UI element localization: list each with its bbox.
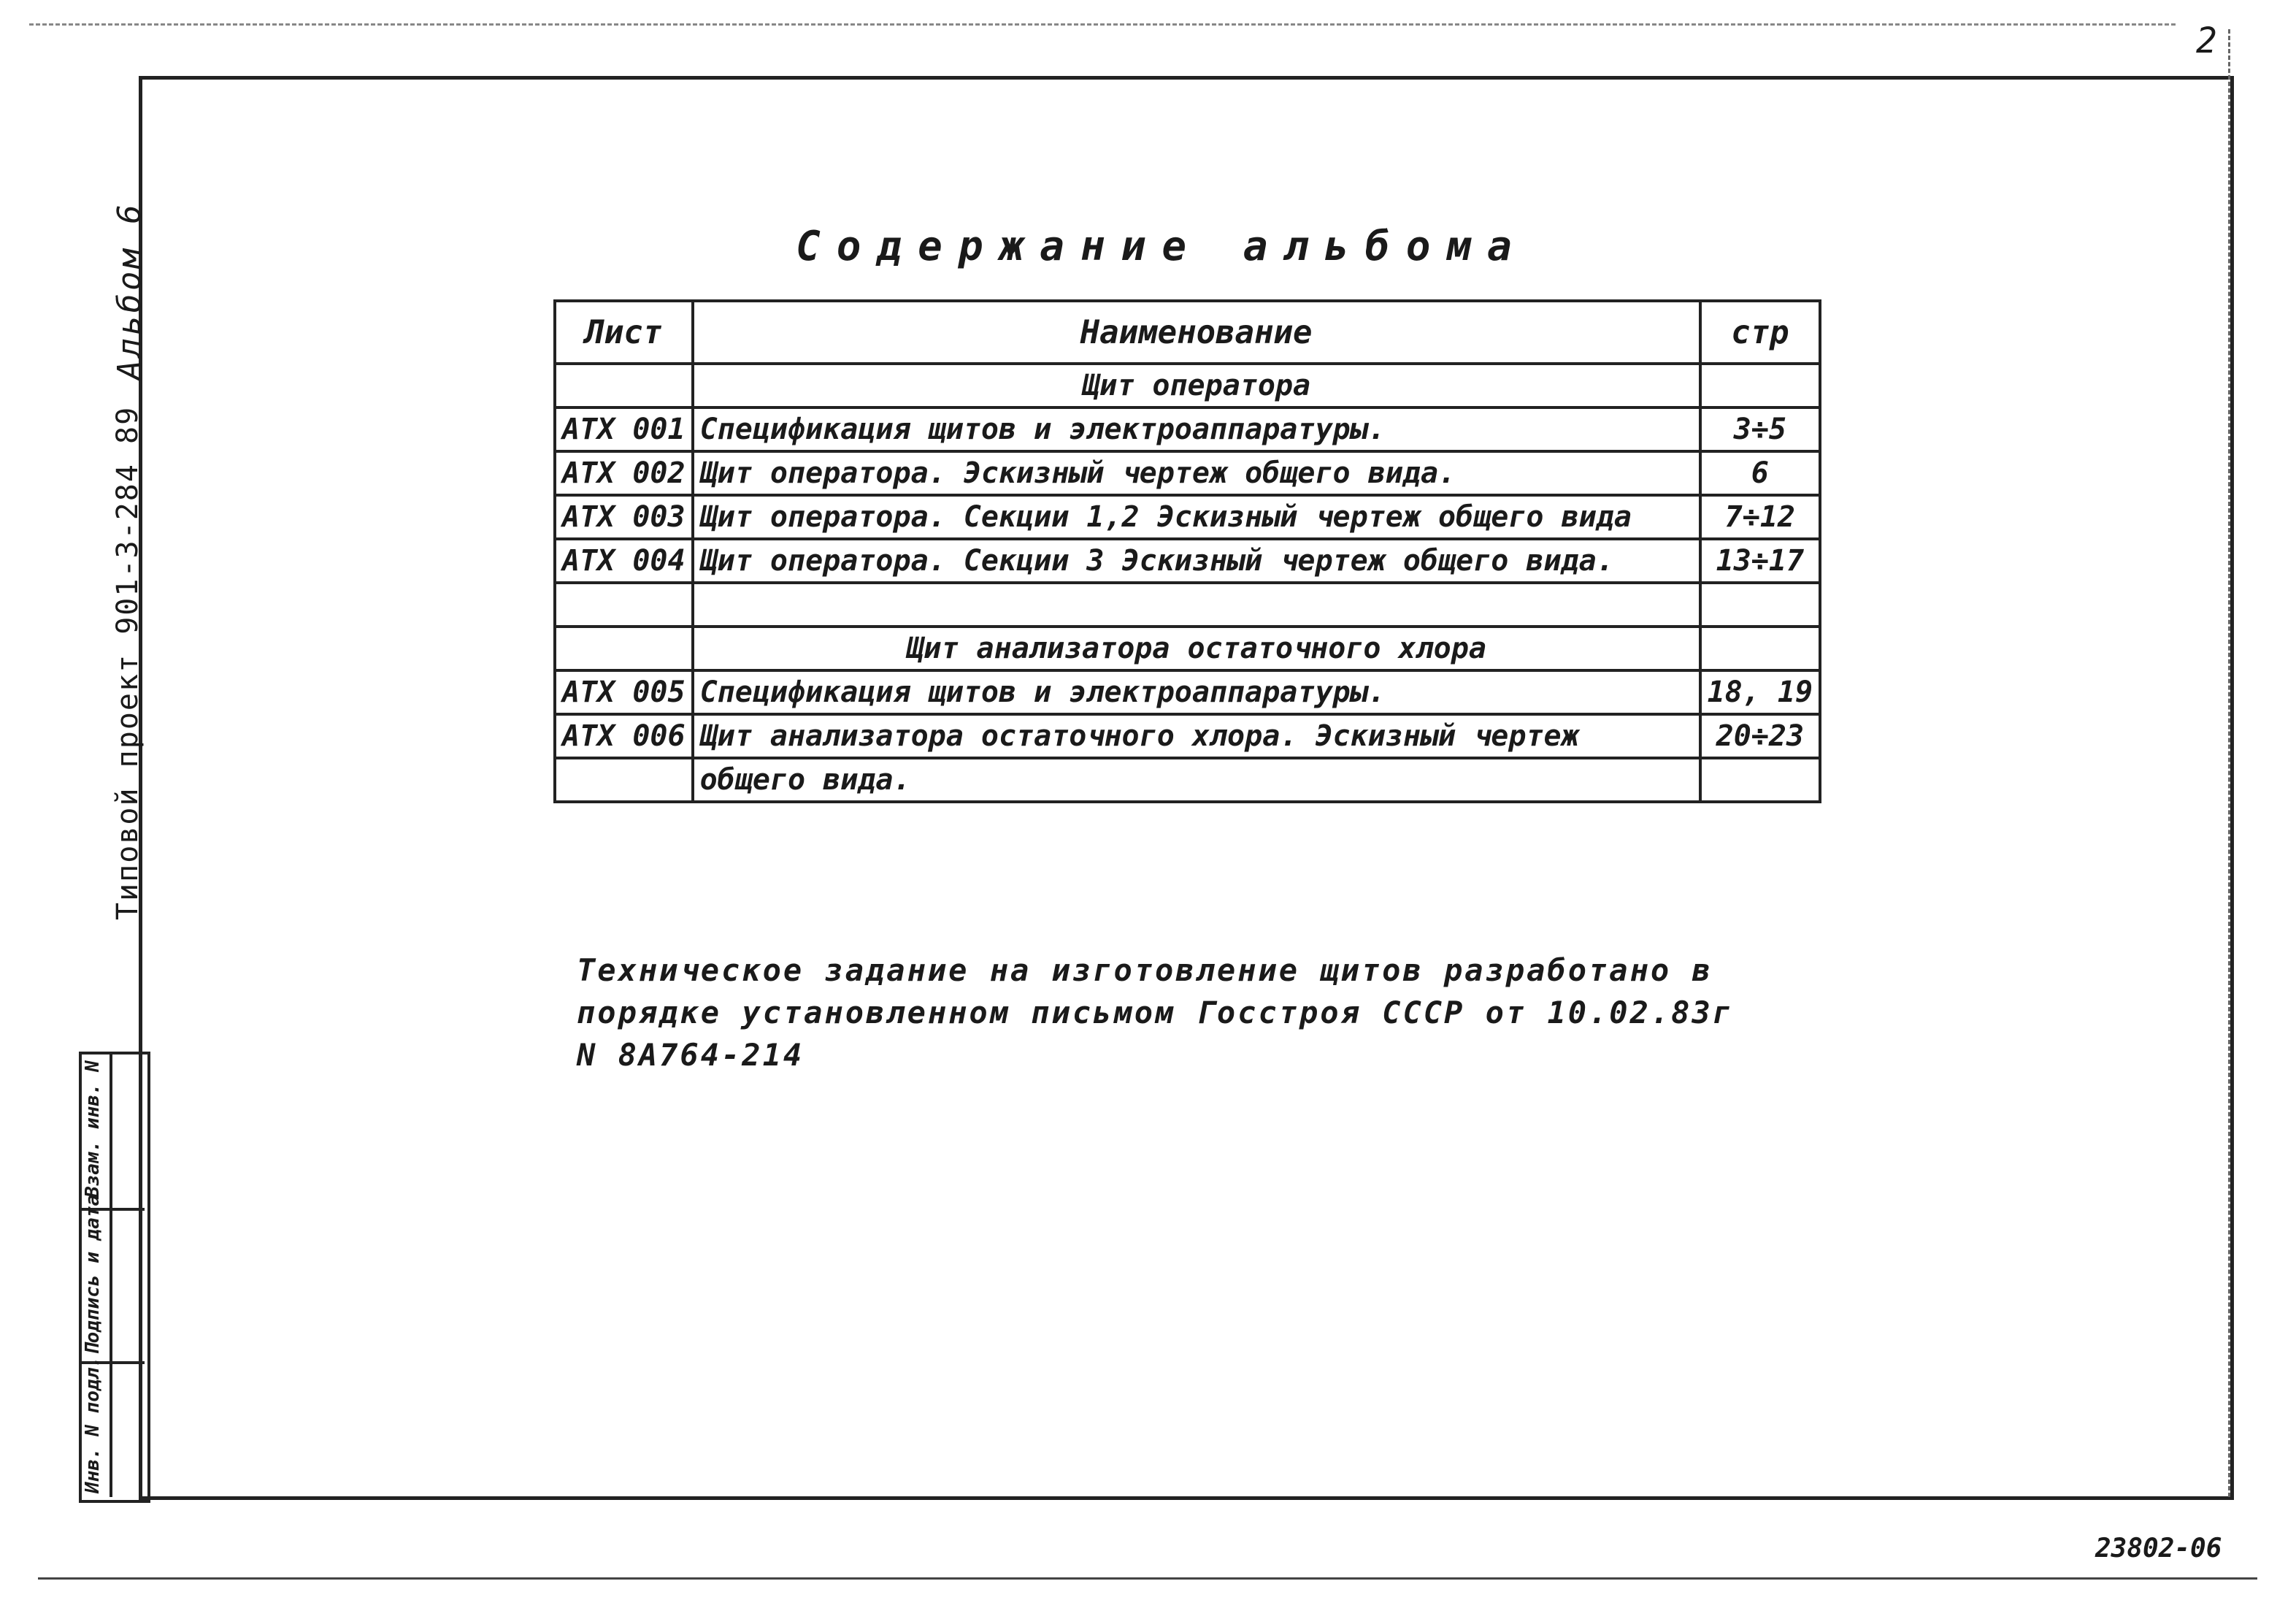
row-page <box>1700 627 1821 670</box>
row-page: 20÷23 <box>1700 714 1821 758</box>
header-page: стр <box>1700 301 1821 364</box>
stamp-replace-inv: Взам. инв. N <box>82 1060 104 1198</box>
row-page: 6 <box>1700 451 1821 495</box>
row-sheet: АТХ 003 <box>555 495 693 539</box>
row-page: 7÷12 <box>1700 495 1821 539</box>
stamp-inv-orig: Инв. N подл. <box>82 1356 104 1493</box>
row-sheet <box>555 758 693 802</box>
page-title: Содержание альбома <box>796 223 1528 270</box>
top-dashed-line <box>29 23 2176 26</box>
row-sheet: АТХ 001 <box>555 407 693 451</box>
row-name: Щит анализатора остаточного хлора. Эскизный чертеж <box>693 714 1700 758</box>
table-row <box>555 670 1820 714</box>
outer-border-right <box>2228 29 2230 1497</box>
table-row <box>555 583 1820 627</box>
side-title: Типовой проект 901-3-284 89 <box>111 405 145 920</box>
note-line-2: порядке установленном письмом Госстроя СССР от 10.02.83г <box>577 995 1734 1030</box>
row-sheet <box>555 627 693 670</box>
row-page <box>1700 364 1821 407</box>
row-sheet: АТХ 004 <box>555 539 693 583</box>
row-sheet: АТХ 005 <box>555 670 693 714</box>
row-sheet: АТХ 002 <box>555 451 693 495</box>
row-page: 13÷17 <box>1700 539 1821 583</box>
row-name: общего вида. <box>693 758 1700 802</box>
row-section-title: Щит оператора <box>693 364 1700 407</box>
row-name <box>693 583 1700 627</box>
row-page: 18, 19 <box>1700 670 1821 714</box>
row-page: 3÷5 <box>1700 407 1821 451</box>
row-page <box>1700 583 1821 627</box>
table-row <box>555 627 1820 670</box>
technical-note <box>577 949 1733 1076</box>
table-row <box>555 714 1820 758</box>
row-name: Щит оператора. Эскизный чертеж общего вида. <box>693 451 1700 495</box>
row-section-title: Щит анализатора остаточного хлора <box>693 627 1700 670</box>
table-row <box>555 539 1820 583</box>
table-row <box>555 758 1820 802</box>
row-name: Спецификация щитов и электроаппаратуры. <box>693 407 1700 451</box>
footer-code: 23802-06 <box>2095 1534 2222 1563</box>
row-sheet <box>555 364 693 407</box>
row-sheet <box>555 583 693 627</box>
outer-border <box>38 1577 2257 1580</box>
table-row <box>555 364 1820 407</box>
row-name: Щит оператора. Секции 1,2 Эскизный чертеж общего вида <box>693 495 1700 539</box>
note-line-3: N 8А764-214 <box>577 1037 805 1073</box>
side-album: Альбом 6 <box>111 202 148 380</box>
note-line-1: Техническое задание на изготовление щитов разработано в <box>577 952 1713 988</box>
table-row <box>555 495 1820 539</box>
table-row <box>555 451 1820 495</box>
row-page <box>1700 758 1821 802</box>
stamp-signature-date: Подпись и дата <box>82 1194 104 1355</box>
row-name: Спецификация щитов и электроаппаратуры. <box>693 670 1700 714</box>
row-sheet: АТХ 006 <box>555 714 693 758</box>
contents-table <box>553 299 1821 803</box>
row-name: Щит оператора. Секции 3 Эскизный чертеж общего вида. <box>693 539 1700 583</box>
table-row <box>555 407 1820 451</box>
header-sheet: Лист <box>555 301 693 364</box>
sheet-number: 2 <box>2196 20 2217 61</box>
table-header-row <box>555 301 1820 364</box>
header-name: Наименование <box>693 301 1700 364</box>
